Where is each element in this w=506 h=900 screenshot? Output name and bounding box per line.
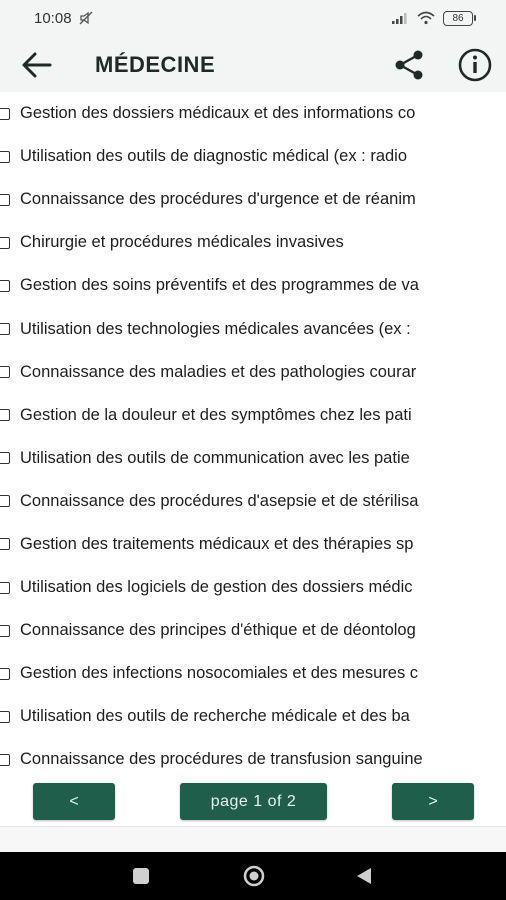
list-item[interactable]	[0, 307, 506, 350]
share-icon	[392, 48, 426, 82]
checkbox[interactable]	[0, 582, 10, 594]
item-label: Chirurgie et procédures médicales invasives	[20, 233, 344, 252]
item-label: Gestion des dossiers médicaux et des informations co	[20, 104, 416, 123]
info-button[interactable]	[458, 48, 492, 82]
checkbox[interactable]	[0, 668, 10, 680]
item-label: Connaissance des maladies et des pathologies courar	[20, 362, 417, 381]
battery-level: 86	[452, 12, 464, 24]
checkbox[interactable]	[0, 280, 10, 292]
item-label: Utilisation des outils de recherche médicale et des ba	[20, 707, 410, 726]
mute-icon	[78, 10, 94, 26]
checkbox[interactable]	[0, 409, 10, 421]
checkbox[interactable]	[0, 754, 10, 766]
arrow-left-icon	[20, 50, 54, 80]
checkbox[interactable]	[0, 194, 10, 206]
list-item[interactable]	[0, 566, 506, 609]
item-label: Utilisation des outils de communication avec les patie	[20, 448, 410, 467]
list-item[interactable]	[0, 695, 506, 738]
checkbox[interactable]	[0, 108, 10, 120]
status-time: 10:08	[34, 9, 72, 27]
checkbox-list	[0, 92, 506, 778]
status-bar	[0, 0, 506, 36]
item-label: Utilisation des technologies médicales avancées (ex :	[20, 319, 411, 338]
list-item[interactable]	[0, 609, 506, 652]
list-item[interactable]	[0, 437, 506, 480]
checkbox[interactable]	[0, 495, 10, 507]
item-label: Utilisation des outils de diagnostic médical (ex : radio	[20, 147, 408, 166]
back-button[interactable]	[20, 50, 54, 80]
nav-back-icon[interactable]	[354, 866, 374, 886]
info-icon	[458, 48, 492, 82]
checkbox[interactable]	[0, 366, 10, 378]
item-label: Gestion de la douleur et des symptômes chez les pati	[20, 405, 412, 424]
item-label: Connaissance des procédures de transfusion sanguine	[20, 750, 423, 769]
item-label: Gestion des soins préventifs et des programmes de va	[20, 276, 419, 295]
list-item[interactable]	[0, 351, 506, 394]
item-label: Connaissance des procédures d'asepsie et de stérilisa	[20, 491, 419, 510]
bottom-divider	[0, 826, 506, 853]
prev-page-button[interactable]: <	[33, 783, 115, 820]
checkbox[interactable]	[0, 538, 10, 550]
list-item[interactable]	[0, 92, 506, 135]
list-item[interactable]	[0, 738, 506, 778]
list-item[interactable]	[0, 221, 506, 264]
item-label: Gestion des traitements médicaux et des thérapies sp	[20, 534, 414, 553]
system-nav-bar	[0, 852, 506, 900]
list-item[interactable]	[0, 480, 506, 523]
checkbox[interactable]	[0, 625, 10, 637]
status-right	[391, 11, 476, 26]
status-left	[34, 10, 94, 27]
recents-icon[interactable]	[133, 868, 149, 884]
checkbox[interactable]	[0, 151, 10, 163]
pagination	[0, 780, 506, 826]
item-label: Connaissance des principes d'éthique et de déontolog	[20, 621, 416, 640]
checkbox[interactable]	[0, 452, 10, 464]
next-page-button[interactable]: >	[392, 783, 474, 820]
checkbox[interactable]	[0, 711, 10, 723]
list-item[interactable]	[0, 394, 506, 437]
battery-icon	[443, 11, 476, 26]
item-label: Utilisation des logiciels de gestion des dossiers médic	[20, 578, 413, 597]
home-icon[interactable]	[243, 865, 265, 887]
item-label: Connaissance des procédures d'urgence et de réanim	[20, 190, 416, 209]
item-label: Gestion des infections nosocomiales et des mesures c	[20, 664, 419, 683]
page-indicator-button[interactable]: page 1 of 2	[180, 783, 327, 820]
checkbox[interactable]	[0, 323, 10, 335]
share-button[interactable]	[392, 48, 426, 82]
list-item[interactable]	[0, 178, 506, 221]
list-item[interactable]	[0, 264, 506, 307]
page-title: MÉDECINE	[95, 52, 216, 77]
list-item[interactable]	[0, 523, 506, 566]
checkbox[interactable]	[0, 237, 10, 249]
wifi-icon	[417, 11, 435, 25]
list-item[interactable]	[0, 135, 506, 178]
list-item[interactable]	[0, 652, 506, 695]
app-bar	[0, 36, 506, 92]
signal-icon	[391, 11, 409, 25]
